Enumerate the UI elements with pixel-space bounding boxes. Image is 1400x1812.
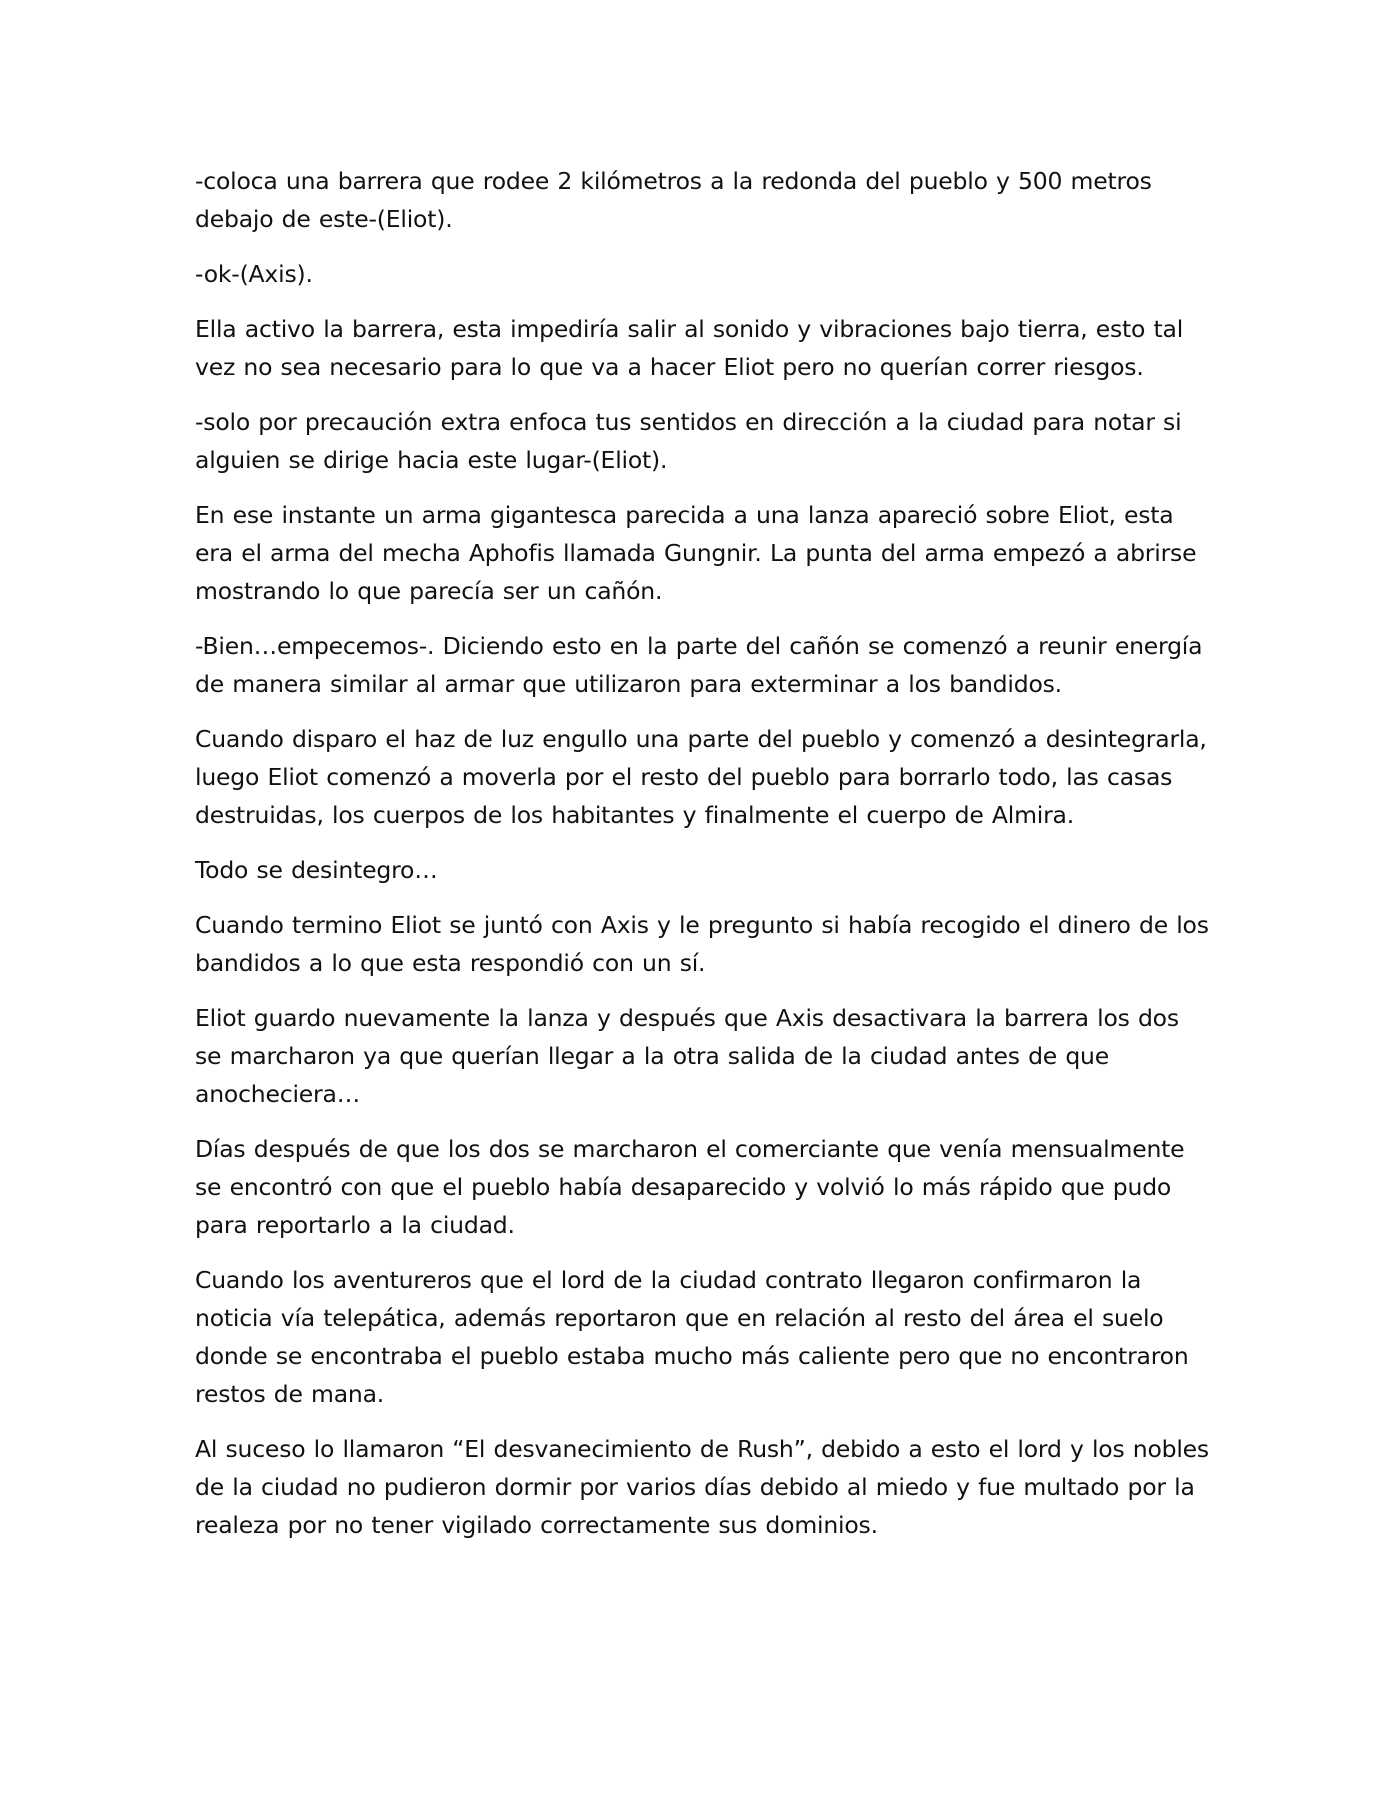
paragraph-begin: -Bien…empecemos-. Diciendo esto en la parte del cañón se comenzó a reunir energía de manera similar al armar que utilizaron para exterminar a los bandidos.: [195, 632, 1203, 698]
paragraph-disintegrated: Todo se desintegro…: [195, 856, 438, 884]
document-body: [195, 162, 1210, 1561]
paragraph-barrier-order: -coloca una barrera que rodee 2 kilómetros a la redonda del pueblo y 500 metros debajo de este-(Eliot).: [195, 167, 1152, 233]
paragraph-beam-fired: Cuando disparo el haz de luz engullo una parte del pueblo y comenzó a desintegrarla, luego Eliot comenzó a moverla por el resto del pueblo para borrarlo todo, las casas destruidas, los cuerpos de los habitantes y finalmente el cuerpo de Almira.: [195, 725, 1207, 829]
paragraph-merchant: Días después de que los dos se marcharon el comerciante que venía mensualmente se encontró con que el pueblo había desaparecido y volvió lo más rápido que pudo para reportarlo a la ciudad.: [195, 1135, 1185, 1239]
paragraph-money-collected: Cuando termino Eliot se juntó con Axis y le pregunto si había recogido el dinero de los bandidos a lo que esta respondió con un sí.: [195, 911, 1209, 977]
paragraph-gungnir-appears: En ese instante un arma gigantesca parecida a una lanza apareció sobre Eliot, esta era el arma del mecha Aphofis llamada Gungnir. La punta del arma empezó a abrirse mostrando lo que parecía ser un cañón.: [195, 501, 1197, 605]
paragraph-barrier-activated: Ella activo la barrera, esta impediría salir al sonido y vibraciones bajo tierra, esto tal vez no sea necesario para lo que va a hacer Eliot pero no querían correr riesgos.: [195, 315, 1184, 381]
paragraph-axis-ok: -ok-(Axis).: [195, 260, 313, 288]
paragraph-adventurers: Cuando los aventureros que el lord de la ciudad contrato llegaron confirmaron la noticia vía telepática, además reportaron que en relación al resto del área el suelo donde se encontraba el pueblo estaba mucho más caliente pero que no encontraron restos de mana.: [195, 1266, 1189, 1408]
paragraph-rush-vanishing: Al suceso lo llamaron “El desvanecimiento de Rush”, debido a esto el lord y los nobles de la ciudad no pudieron dormir por varios días debido al miedo y fue multado por la realeza por no tener vigilado correctamente sus dominios.: [195, 1435, 1209, 1539]
paragraph-precaution: -solo por precaución extra enfoca tus sentidos en dirección a la ciudad para notar si alguien se dirige hacia este lugar-(Eliot).: [195, 408, 1182, 474]
paragraph-departure: Eliot guardo nuevamente la lanza y después que Axis desactivara la barrera los dos se marcharon ya que querían llegar a la otra salida de la ciudad antes de que anocheciera…: [195, 1004, 1179, 1108]
